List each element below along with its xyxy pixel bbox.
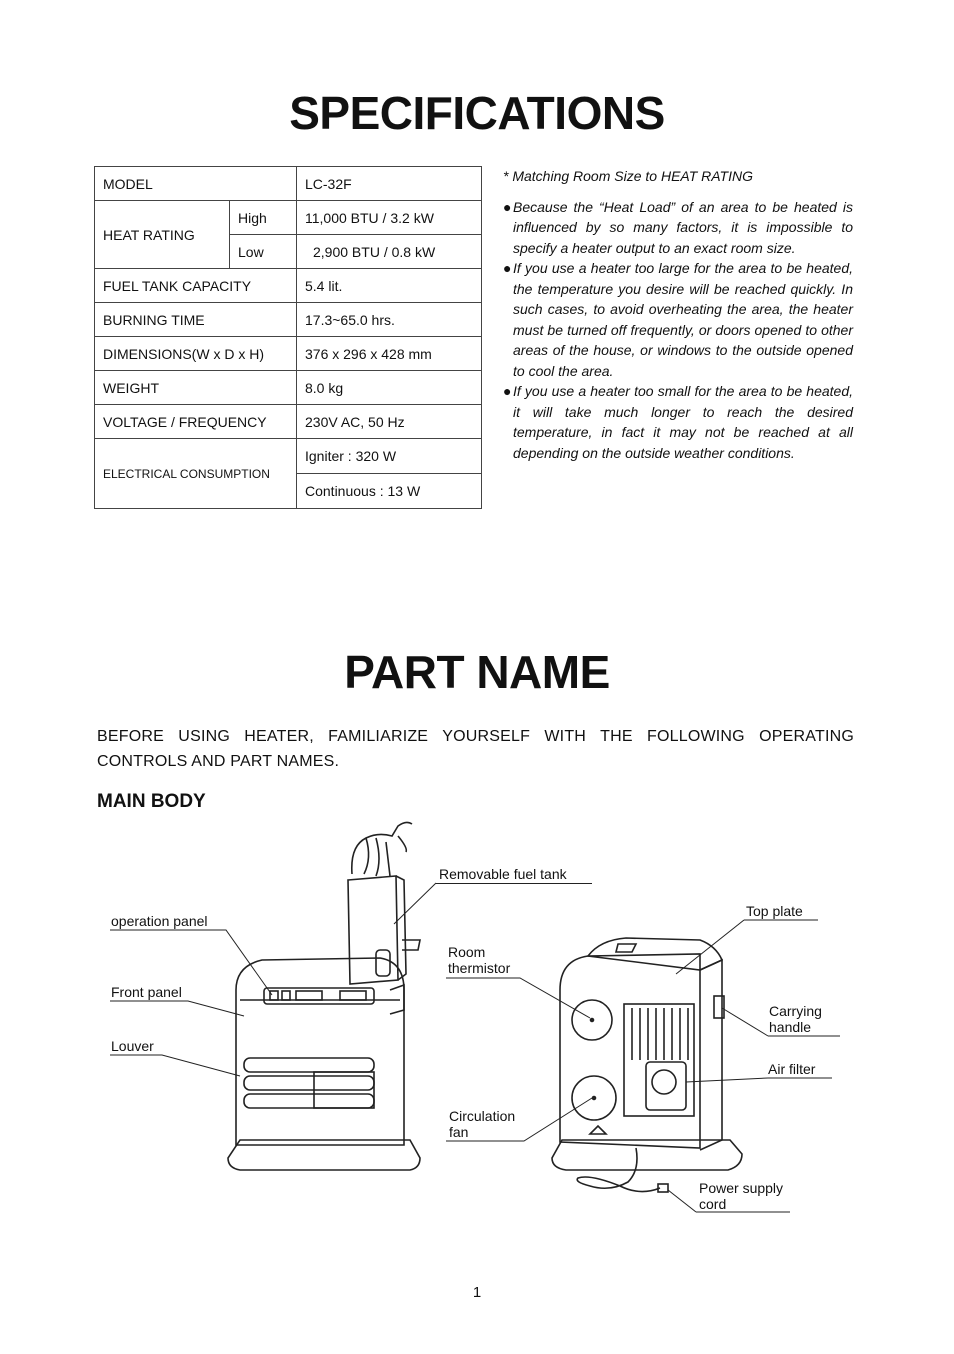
fuel-capacity-label: FUEL TANK CAPACITY [95, 269, 297, 303]
electrical-consumption-label: ELECTRICAL CONSUMPTION [95, 439, 297, 509]
weight-value: 8.0 kg [297, 371, 482, 405]
label-operation-panel: operation panel [111, 913, 208, 929]
label-circulation: Circulation [449, 1108, 516, 1124]
part-name-title: PART NAME [344, 646, 610, 698]
label-top-plate: Top plate [746, 903, 803, 919]
label-cord: cord [699, 1196, 727, 1212]
low-value: 2,900 BTU / 0.8 kW [297, 235, 482, 269]
label-handle: handle [769, 1019, 812, 1035]
high-value: 11,000 BTU / 3.2 kW [297, 201, 482, 235]
matching-room-size-note: * Matching Room Size to HEAT RATING [503, 168, 753, 184]
label-air-filter: Air filter [768, 1061, 816, 1077]
low-label: Low [230, 235, 297, 269]
specifications-title: SPECIFICATIONS [289, 87, 665, 139]
dimensions-value: 376 x 296 x 428 mm [297, 337, 482, 371]
dimensions-label: DIMENSIONS(W x D x H) [95, 337, 297, 371]
voltage-label: VOLTAGE / FREQUENCY [95, 405, 297, 439]
label-louver: Louver [111, 1038, 154, 1054]
label-circulation-fan [449, 1108, 515, 1140]
label-power-supply: Power supply [699, 1180, 784, 1196]
bullet-icon: ● [503, 383, 512, 399]
note-text: If you use a heater too large for the area to be heated, the temperature you desire will be reached quickly. In such cases, to avoid overheating the area, the heater must be turned off frequently, or doors opened to other areas of the house, or windows to the outside opened to cool the area. [513, 260, 853, 379]
note-text: If you use a heater too small for the area to be heated, it will take much longer to reach the desired temperature, in fact it may not be reached at all depending on the outside weather conditions. [513, 383, 853, 461]
voltage-value: 230V AC, 50 Hz [297, 405, 482, 439]
fuel-capacity-value: 5.4 lit. [297, 269, 482, 303]
high-label: High [230, 201, 297, 235]
label-front-panel: Front panel [111, 984, 182, 1000]
label-room-thermistor [448, 944, 510, 976]
model-value: LC-32F [297, 167, 482, 201]
burning-time-value: 17.3~65.0 hrs. [297, 303, 482, 337]
label-carrying: Carrying [769, 1003, 822, 1019]
label-fuel-tank: Removable fuel tank [439, 866, 567, 882]
heat-rating-label: HEAT RATING [95, 201, 230, 269]
intro-text: BEFORE USING HEATER, FAMILIARIZE YOURSELF WITH THE FOLLOWING OPERATING CONTROLS AND PART NAMES. [97, 728, 854, 770]
continuous-value: Continuous : 13 W [297, 474, 482, 509]
igniter-value: Igniter : 320 W [297, 439, 482, 474]
label-fan: fan [449, 1124, 469, 1140]
burning-time-label: BURNING TIME [95, 303, 297, 337]
page-number: 1 [472, 1284, 482, 1301]
label-thermistor: thermistor [448, 960, 511, 976]
bullet-icon: ● [503, 198, 512, 215]
label-power-supply-cord [699, 1180, 783, 1212]
weight-label: WEIGHT [95, 371, 297, 405]
main-body-heading: MAIN BODY [97, 791, 206, 812]
model-label: MODEL [95, 167, 297, 201]
label-room: Room [448, 944, 486, 960]
label-carrying-handle [769, 1003, 822, 1035]
note-text: Because the “Heat Load” of an area to be heated is influenced by so many factors, it is impossible to specify a heater output to an exact room size. [513, 198, 853, 256]
bullet-icon: ● [503, 260, 512, 276]
